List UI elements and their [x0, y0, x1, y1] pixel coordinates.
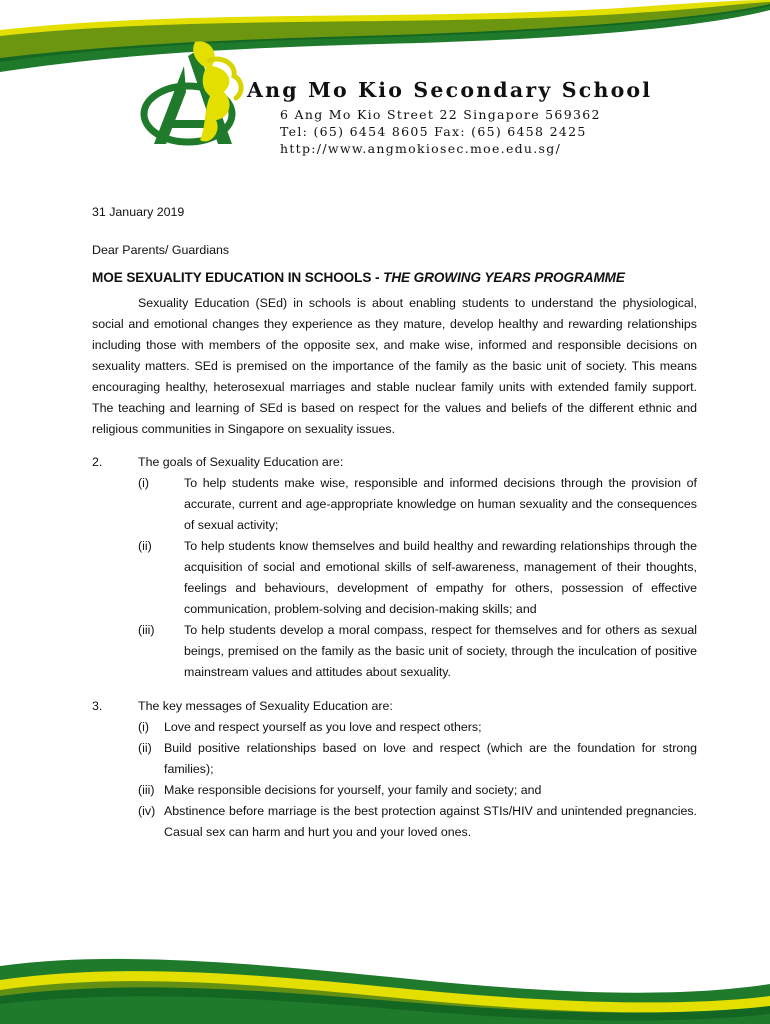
heading-main: MOE SEXUALITY EDUCATION IN SCHOOLS -	[92, 270, 384, 285]
item-label: (ii)	[138, 539, 152, 553]
list-item	[138, 536, 697, 620]
list-item	[138, 717, 697, 738]
section-key-messages	[92, 696, 697, 843]
item-text: To help students make wise, responsible and informed decisions through the provision of accurate, current and age-appropriate knowledge on human sexuality and the consequences of sexual activity;	[184, 476, 697, 532]
school-name: Ang Mo Kio Secondary School	[247, 78, 653, 102]
item-text: Build positive relationships based on love and respect (which are the foundation for strong families);	[164, 741, 697, 776]
item-label: (i)	[138, 476, 150, 490]
section-goals	[92, 452, 697, 683]
list-item	[138, 780, 697, 801]
letter-body	[92, 205, 697, 843]
item-label: (ii)	[138, 741, 152, 755]
list-item	[138, 801, 697, 843]
school-contact: Tel: (65) 6454 8605 Fax: (65) 6458 2425	[280, 124, 587, 139]
item-text: To help students develop a moral compass, respect for themselves and for others as sexual beings, premised on the family as the basic unit of society, through the inculcation of positive mainstream values and attitudes about sexuality.	[184, 623, 697, 679]
item-text: Abstinence before marriage is the best protection against STIs/HIV and unintended pregnancies. Casual sex can harm and hurt you and your loved ones.	[164, 804, 697, 839]
section-title: The key messages of Sexuality Education are:	[138, 699, 393, 713]
footer-swoosh	[0, 944, 770, 1024]
item-label: (iii)	[138, 783, 155, 797]
item-label: (iv)	[138, 804, 156, 818]
school-logo	[140, 36, 250, 158]
item-text: To help students know themselves and build healthy and rewarding relationships through the acquisition of social and emotional skills of self-awareness, management of their thoughts, feelings and behaviours, development of empathy for others, possession of effective communication, problem-solving and decision-making skills; and	[184, 539, 697, 616]
item-label: (iii)	[138, 623, 155, 637]
list-item	[138, 738, 697, 780]
school-address: 6 Ang Mo Kio Street 22 Singapore 569362	[280, 107, 601, 122]
item-text: Love and respect yourself as you love and respect others;	[164, 720, 482, 734]
letter-heading	[92, 270, 697, 285]
heading-italic: THE GROWING YEARS PROGRAMME	[383, 270, 625, 285]
letter-date: 31 January 2019	[92, 205, 185, 219]
header-swoosh	[0, 0, 770, 80]
section-number: 2.	[92, 455, 103, 469]
letterhead	[247, 78, 652, 157]
school-website[interactable]: http://www.angmokiosec.moe.edu.sg/	[280, 141, 562, 156]
intro-paragraph: Sexuality Education (SEd) in schools is about enabling students to understand the physiological, social and emotional changes they experience as they mature, develop healthy and rewarding relationships including those with members of the opposite sex, and make wise, informed and responsible decisions on sexuality matters. SEd is premised on the importance of the family as the basic unit of society. This means encouraging healthy, heterosexual marriages and stable nuclear family units with extended family support. The teaching and learning of SEd is based on respect for the values and beliefs of the different ethnic and religious communities in Singapore on sexuality issues.	[92, 296, 697, 436]
section-number: 3.	[92, 699, 103, 713]
item-text: Make responsible decisions for yourself, your family and society; and	[164, 783, 542, 797]
item-label: (i)	[138, 720, 150, 734]
section-title: The goals of Sexuality Education are:	[138, 455, 344, 469]
list-item	[138, 620, 697, 683]
list-item	[138, 473, 697, 536]
letter-greeting: Dear Parents/ Guardians	[92, 243, 230, 257]
